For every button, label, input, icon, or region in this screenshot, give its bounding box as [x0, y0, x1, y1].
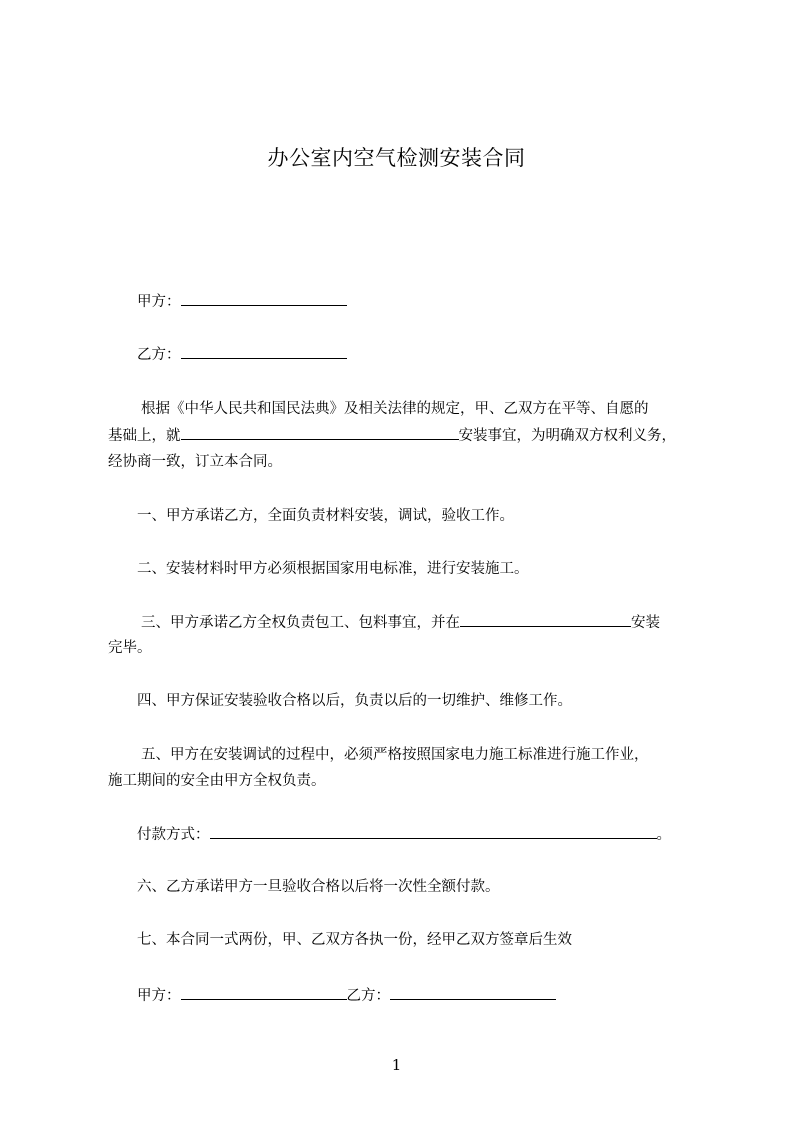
- clause-1: 一、甲方承诺乙方，全面负责材料安装，调试，验收工作。: [137, 508, 514, 524]
- clause-7: 七、本合同一式两份，甲、乙双方各执一份，经甲乙双方签章后生效: [137, 932, 572, 948]
- signature-party-a-label: 甲方：: [137, 988, 181, 1004]
- preamble-prefix: 基础上，就: [108, 428, 181, 444]
- document-title: 办公室内空气检测安装合同: [267, 146, 526, 170]
- payment-end: 。: [656, 827, 671, 843]
- payment-label: 付款方式：: [137, 827, 210, 843]
- clause-3-suffix: 安装: [631, 615, 660, 631]
- preamble-line-1: 根据《中华人民共和国民法典》及相关法律的规定，甲、乙双方在平等、自愿的: [141, 401, 649, 417]
- payment-line: [137, 821, 671, 848]
- page-number: 1: [391, 1056, 402, 1074]
- signature-party-a-blank[interactable]: [181, 982, 347, 1000]
- clause-4: 四、甲方保证安装验收合格以后，负责以后的一切维护、维修工作。: [137, 693, 572, 709]
- completion-date-blank[interactable]: [460, 609, 631, 627]
- party-b-line: [137, 341, 347, 368]
- clause-3-line-2: 完毕。: [108, 640, 152, 656]
- signature-line: [137, 982, 556, 1009]
- clause-5-line-2: 施工期间的安全由甲方全权负责。: [108, 773, 326, 789]
- party-a-label: 甲方：: [137, 294, 181, 310]
- payment-method-blank[interactable]: [210, 821, 657, 839]
- preamble-suffix: 安装事宜，为明确双方权利义务，: [458, 428, 676, 444]
- clause-3-prefix: 三、甲方承诺乙方全权负责包工、包料事宜，并在: [141, 615, 460, 631]
- clause-6: 六、乙方承诺甲方一旦验收合格以后将一次性全额付款。: [137, 879, 500, 895]
- signature-party-b-blank[interactable]: [390, 982, 556, 1000]
- party-b-label: 乙方：: [137, 347, 181, 363]
- project-blank[interactable]: [181, 422, 459, 440]
- preamble-line-2: [108, 422, 676, 449]
- clause-3-line-1: [141, 609, 660, 636]
- signature-party-b-label: 乙方：: [346, 988, 390, 1004]
- party-a-line: [137, 288, 347, 315]
- party-b-blank[interactable]: [181, 341, 347, 359]
- clause-2: 二、安装材料时甲方必须根据国家用电标准，进行安装施工。: [137, 561, 529, 577]
- clause-5-line-1: 五、甲方在安装调试的过程中，必须严格按照国家电力施工标准进行施工作业，: [141, 747, 649, 763]
- preamble-line-3: 经协商一致，订立本合同。: [108, 454, 282, 470]
- party-a-blank[interactable]: [181, 288, 347, 306]
